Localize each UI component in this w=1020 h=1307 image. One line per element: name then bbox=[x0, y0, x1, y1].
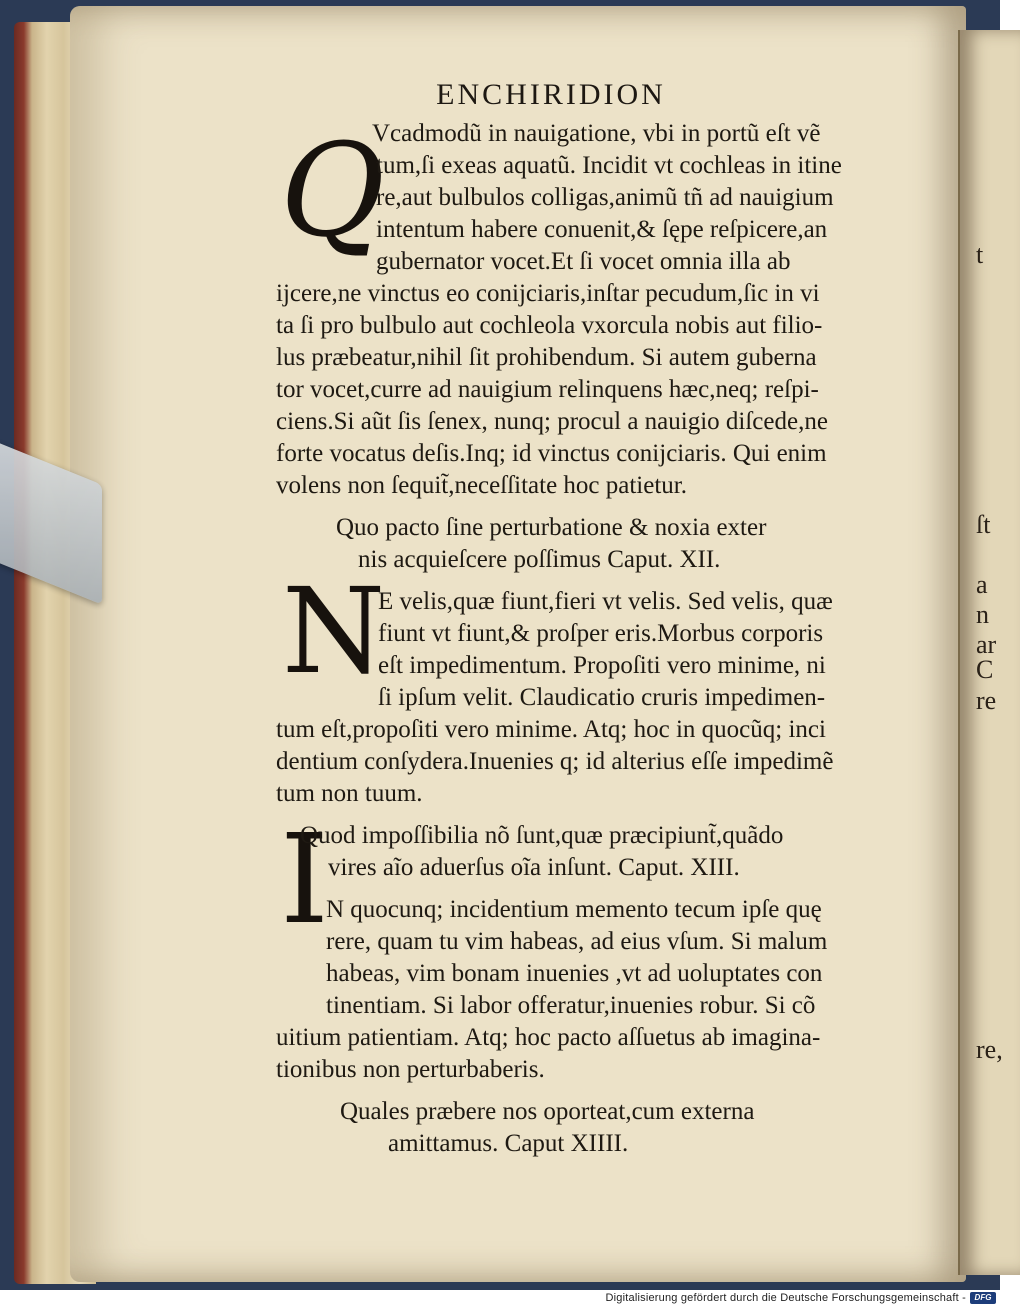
text-line: Quod impoſſibilia nõ ſunt,quæ præcipiunt̃,quãdo bbox=[300, 822, 784, 849]
text-line: ſi ipſum velit. Claudicatio cruris impedimen- bbox=[378, 684, 826, 711]
text-line: eſt impedimentum. Propoſiti vero minime, ni bbox=[378, 652, 826, 679]
text-line: volens non ſequit̃,neceſſitate hoc patietur. bbox=[276, 472, 687, 499]
adjacent-fragment: ſt bbox=[976, 510, 991, 539]
adjacent-fragment: ar bbox=[976, 630, 997, 659]
text-line: E velis,quæ fiunt,fieri vt velis. Sed velis, quæ bbox=[378, 588, 833, 615]
adjacent-fragment: re bbox=[976, 686, 997, 715]
text-line: tinentiam. Si labor offeratur,inuenies robur. Si cõ bbox=[326, 992, 816, 1019]
adjacent-fragment: a bbox=[976, 570, 988, 599]
text-line: ta ſi pro bulbulo aut cochleola vxorcula nobis aut filio- bbox=[276, 312, 823, 339]
text-line: forte vocatus deſis.Inq; id vinctus conijciaris. Qui enim bbox=[276, 440, 827, 467]
footer-bar bbox=[0, 1290, 1000, 1307]
running-header: ENCHIRIDION bbox=[436, 78, 666, 111]
text-line: amittamus. Caput XIIII. bbox=[388, 1130, 629, 1157]
funding-credit: Digitalisierung gefördert durch die Deutsche Forschungsgemeinschaft - bbox=[605, 1292, 966, 1304]
adjacent-fragment: C bbox=[976, 655, 994, 684]
text-line: Vcadmodũ in nauigatione, vbi in portũ eſt vẽ bbox=[372, 120, 821, 147]
adjacent-fragment: n bbox=[976, 600, 989, 629]
text-line: N quocunq; incidentium memento tecum ipſe quę bbox=[326, 896, 822, 923]
text-line: ijcere,ne vinctus eo conijciaris,inſtar pecudum,ſic in vi bbox=[276, 280, 820, 307]
text-line: uitium patientiam. Atq; hoc pacto aſſuetus ab imagina- bbox=[276, 1024, 821, 1051]
text-line: tionibus non perturbaberis. bbox=[276, 1056, 545, 1083]
adjacent-fragment: t bbox=[976, 240, 984, 269]
dropcap-q: Q bbox=[280, 117, 385, 266]
dropcap-n: N bbox=[282, 562, 386, 700]
text-line: vires aĩo aduerſus oĩa inſunt. Caput. XIII. bbox=[328, 854, 740, 881]
text-line: tum eſt,propoſiti vero minime. Atq; hoc in quocũq; inci bbox=[276, 716, 826, 743]
text-line: dentium conſydera.Inuenies q; id alterius eſſe impedimẽ bbox=[276, 748, 834, 775]
dropcap-i: I bbox=[280, 808, 329, 952]
text-line: habeas, vim bonam inuenies ,vt ad uoluptates con bbox=[326, 960, 823, 987]
text-line: gubernator vocet.Et ſi vocet omnia illa ab bbox=[376, 248, 791, 275]
text-line: nis acquieſcere poſſimus Caput. XII. bbox=[358, 546, 721, 573]
text-line: re,aut bulbulos colligas,animũ tñ ad nauigium bbox=[376, 184, 834, 211]
text-line: fiunt vt fiunt,& proſper eris.Morbus corporis bbox=[378, 620, 824, 647]
text-line: Quales præbere nos oporteat,cum externa bbox=[340, 1098, 755, 1125]
text-line: tum non tuum. bbox=[276, 780, 423, 807]
text-line: rere, quam tu vim habeas, ad eius vſum. Si malum bbox=[326, 928, 828, 955]
dfg-logo: DFG bbox=[970, 1292, 996, 1304]
text-line: ciens.Si aũt ſis ſenex, nunq; procul a nauigio diſcede,ne bbox=[276, 408, 828, 435]
text-line: lus præbeatur,nihil ſit prohibendum. Si autem guberna bbox=[276, 344, 817, 371]
text-line: tum,ſi exeas aquatũ. Incidit vt cochleas in itine bbox=[376, 152, 842, 179]
text-line: tor vocet,curre ad nauigium relinquens hæc,neq; reſpi- bbox=[276, 376, 819, 403]
adjacent-fragment: re, bbox=[976, 1035, 1003, 1064]
text-line: Quo pacto ſine perturbatione & noxia exter bbox=[336, 514, 767, 541]
text-line: intentum habere conuenit,& ſępe reſpicere,an bbox=[376, 216, 828, 243]
